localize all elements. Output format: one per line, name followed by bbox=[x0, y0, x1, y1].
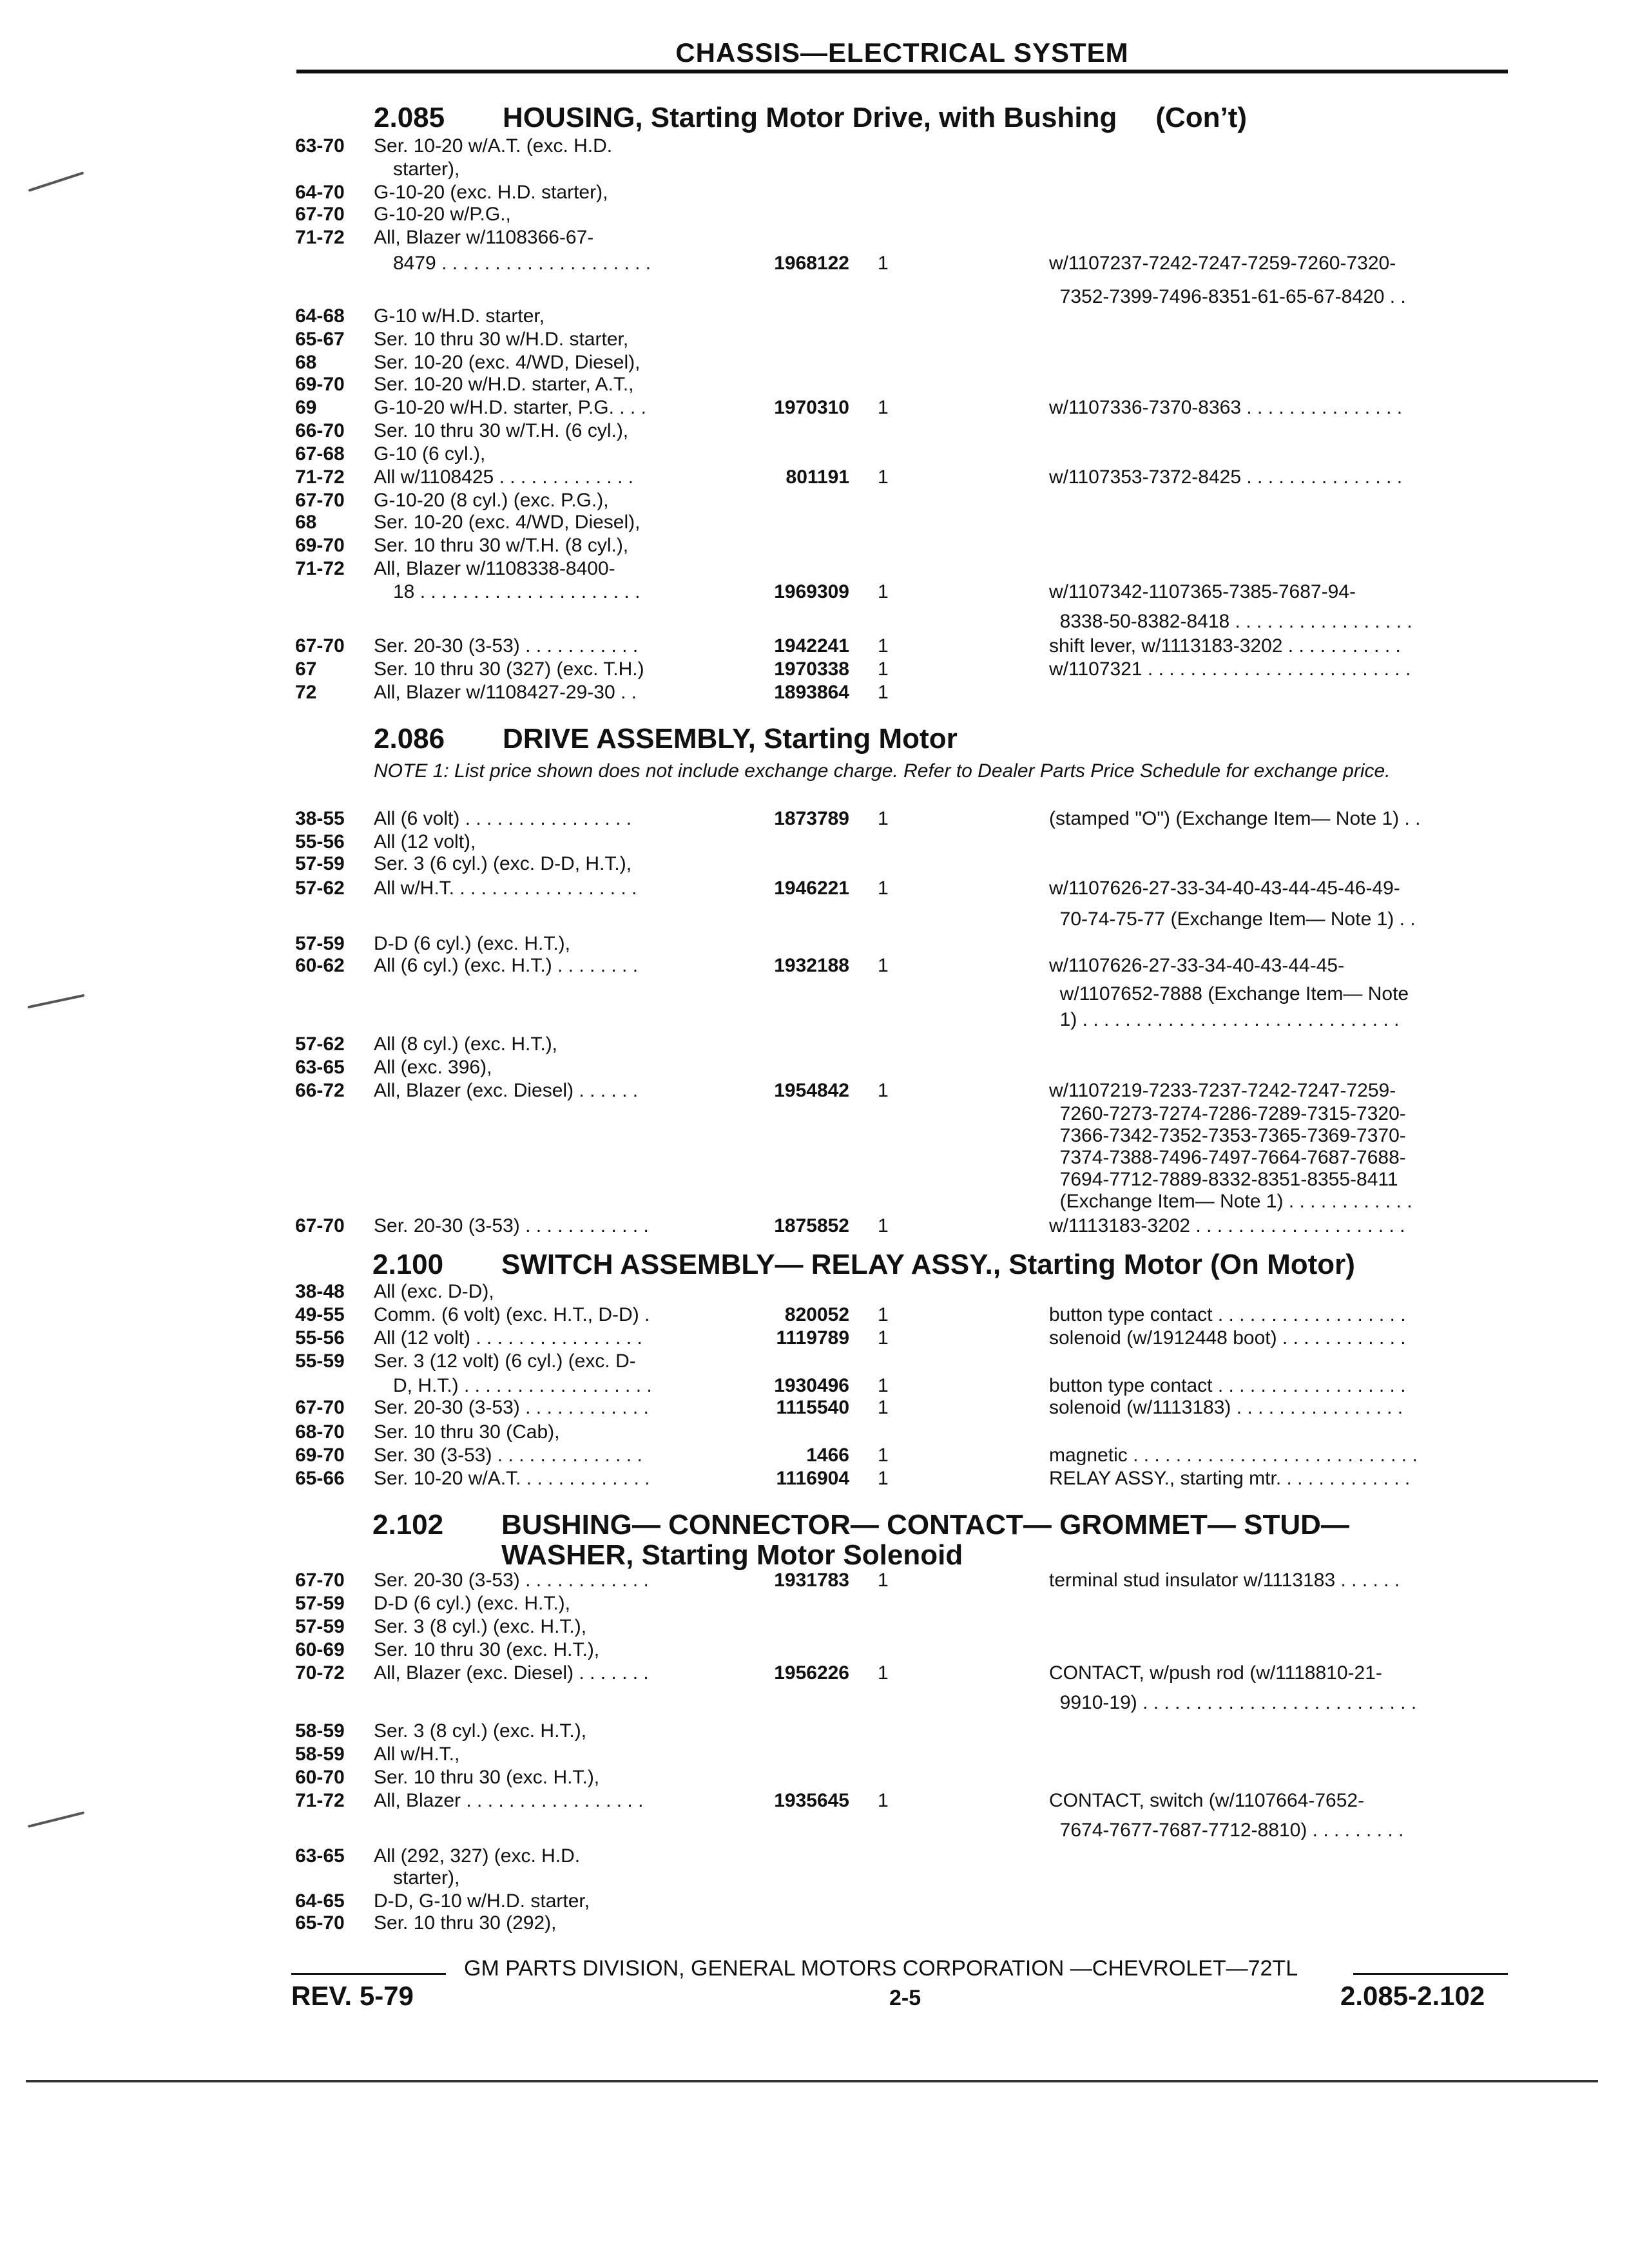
model-years: 67-70 bbox=[295, 1215, 345, 1236]
application-description: Ser. 30 (3-53) . . . . . . . . . . . . . . bbox=[374, 1445, 642, 1466]
application-description: All (12 volt) . . . . . . . . . . . . . . . . bbox=[374, 1327, 642, 1349]
footer-revision: REV. 5-79 bbox=[291, 1981, 414, 2011]
remarks: magnetic . . . . . . . . . . . . . . . . . . . . . . . . . . . bbox=[1049, 1445, 1418, 1466]
application-description: All w/1108425 . . . . . . . . . . . . . bbox=[374, 466, 633, 488]
model-years: 69-70 bbox=[295, 374, 345, 395]
quantity: 1 bbox=[878, 878, 889, 899]
model-years: 67-70 bbox=[295, 1397, 345, 1418]
application-description: Ser. 10 thru 30 (292), bbox=[374, 1912, 557, 1934]
parts-row bbox=[0, 658, 1629, 683]
remarks: w/1107652-7888 (Exchange Item— Note bbox=[1049, 983, 1409, 1004]
parts-row bbox=[0, 159, 1629, 183]
parts-row bbox=[0, 443, 1629, 468]
model-years: 57-59 bbox=[295, 853, 345, 874]
application-description: starter), bbox=[393, 159, 460, 180]
model-years: 67-68 bbox=[295, 443, 345, 465]
remarks: w/1107626-27-33-34-40-43-44-45- bbox=[1049, 955, 1345, 976]
parts-row bbox=[0, 558, 1629, 582]
section-number: 2.102 bbox=[372, 1509, 444, 1541]
remarks: 7674-7677-7687-7712-8810) . . . . . . . . . bbox=[1049, 1820, 1404, 1841]
application-description: Ser. 10-20 w/H.D. starter, A.T., bbox=[374, 374, 634, 395]
remarks: w/1107237-7242-7247-7259-7260-7320- bbox=[1049, 253, 1396, 274]
parts-row bbox=[0, 955, 1629, 979]
model-years: 71-72 bbox=[295, 558, 345, 579]
model-years: 60-70 bbox=[295, 1767, 345, 1788]
section-title-continued: WASHER, Starting Motor Solenoid bbox=[501, 1539, 963, 1571]
quantity: 1 bbox=[878, 1215, 889, 1236]
parts-row bbox=[0, 204, 1629, 228]
application-description: All (8 cyl.) (exc. H.T.), bbox=[374, 1033, 558, 1055]
section-title: HOUSING, Starting Motor Drive, with Bushing bbox=[503, 102, 1117, 133]
parts-row bbox=[0, 1744, 1629, 1768]
part-number: 1946221 bbox=[774, 878, 849, 899]
parts-row bbox=[0, 1639, 1629, 1664]
remarks: RELAY ASSY., starting mtr. . . . . . . . . . . . . bbox=[1049, 1468, 1411, 1489]
application-description: D-D, G-10 w/H.D. starter, bbox=[374, 1890, 590, 1912]
model-years: 65-67 bbox=[295, 329, 345, 350]
parts-row bbox=[0, 490, 1629, 514]
parts-row bbox=[0, 1191, 1629, 1215]
parts-row bbox=[0, 808, 1629, 832]
application-description: Ser. 10-20 (exc. 4/WD, Diesel), bbox=[374, 512, 641, 533]
remarks: 7352-7399-7496-8351-61-65-67-8420 . . bbox=[1049, 286, 1406, 307]
parts-row bbox=[0, 1692, 1629, 1716]
remarks: 1) . . . . . . . . . . . . . . . . . . . . . . . . . . . . . . bbox=[1049, 1009, 1400, 1030]
quantity: 1 bbox=[878, 253, 889, 274]
model-years: 71-72 bbox=[295, 466, 345, 488]
model-years: 68 bbox=[295, 512, 317, 533]
parts-row bbox=[0, 1593, 1629, 1617]
remarks: 9910-19) . . . . . . . . . . . . . . . . . . . . . . . . . . bbox=[1049, 1692, 1417, 1713]
parts-row bbox=[0, 1421, 1629, 1446]
footer-section-range: 2.085-2.102 bbox=[1340, 1981, 1485, 2011]
model-years: 57-59 bbox=[295, 1616, 345, 1637]
model-years: 65-66 bbox=[295, 1468, 345, 1489]
parts-row bbox=[0, 682, 1629, 706]
parts-row bbox=[0, 397, 1629, 421]
model-years: 60-69 bbox=[295, 1639, 345, 1660]
part-number: 1969309 bbox=[774, 581, 849, 602]
quantity: 1 bbox=[878, 682, 889, 703]
parts-row bbox=[0, 1845, 1629, 1870]
remarks: 7374-7388-7496-7497-7664-7687-7688- bbox=[1049, 1147, 1406, 1168]
part-number: 820052 bbox=[784, 1304, 849, 1325]
section-title: DRIVE ASSEMBLY, Starting Motor bbox=[503, 723, 958, 754]
quantity: 1 bbox=[878, 1662, 889, 1684]
section-title: BUSHING— CONNECTOR— CONTACT— GROMMET— STUD— bbox=[501, 1509, 1349, 1541]
model-years: 71-72 bbox=[295, 1790, 345, 1811]
model-years: 38-48 bbox=[295, 1281, 345, 1302]
application-description: All w/H.T. . . . . . . . . . . . . . . . . . bbox=[374, 878, 637, 899]
application-description: Comm. (6 volt) (exc. H.T., D-D) . bbox=[374, 1304, 650, 1325]
part-number: 1873789 bbox=[774, 808, 849, 829]
quantity: 1 bbox=[878, 1468, 889, 1489]
part-number: 1932188 bbox=[774, 955, 849, 976]
model-years: 57-62 bbox=[295, 878, 345, 899]
section-continued: (Con’t) bbox=[1155, 102, 1248, 133]
model-years: 67-70 bbox=[295, 204, 345, 225]
application-description: All, Blazer (exc. Diesel) . . . . . . . bbox=[374, 1662, 649, 1684]
application-description: All w/H.T., bbox=[374, 1744, 460, 1765]
remarks: 7366-7342-7352-7353-7365-7369-7370- bbox=[1049, 1125, 1406, 1146]
parts-row bbox=[0, 182, 1629, 206]
part-number: 1931783 bbox=[774, 1570, 849, 1591]
parts-row bbox=[0, 1304, 1629, 1329]
application-description: All (12 volt), bbox=[374, 831, 476, 852]
parts-row bbox=[0, 1570, 1629, 1594]
model-years: 63-65 bbox=[295, 1845, 345, 1867]
quantity: 1 bbox=[878, 658, 889, 680]
remarks: 7694-7712-7889-8332-8351-8355-8411 bbox=[1049, 1169, 1398, 1190]
parts-row bbox=[0, 1790, 1629, 1814]
application-description: Ser. 20-30 (3-53) . . . . . . . . . . . . bbox=[374, 1570, 649, 1591]
quantity: 1 bbox=[878, 1790, 889, 1811]
model-years: 72 bbox=[295, 682, 317, 703]
part-number: 1935645 bbox=[774, 1790, 849, 1811]
quantity: 1 bbox=[878, 635, 889, 657]
model-years: 68-70 bbox=[295, 1421, 345, 1443]
remarks: (Exchange Item— Note 1) . . . . . . . . . . . . bbox=[1049, 1191, 1412, 1212]
parts-row bbox=[0, 352, 1629, 376]
section-heading bbox=[374, 723, 958, 755]
model-years: 67-70 bbox=[295, 635, 345, 657]
model-years: 64-70 bbox=[295, 182, 345, 203]
application-description: Ser. 10 thru 30 (exc. H.T.), bbox=[374, 1767, 600, 1788]
remarks: CONTACT, w/push rod (w/1118810-21- bbox=[1049, 1662, 1382, 1684]
application-description: Ser. 10 thru 30 (exc. H.T.), bbox=[374, 1639, 600, 1660]
page-header bbox=[296, 37, 1508, 73]
remarks: shift lever, w/1113183-3202 . . . . . . . . . . . bbox=[1049, 635, 1401, 657]
application-description: Ser. 10 thru 30 (Cab), bbox=[374, 1421, 560, 1443]
parts-row bbox=[0, 1767, 1629, 1791]
application-description: Ser. 3 (8 cyl.) (exc. H.T.), bbox=[374, 1616, 587, 1637]
model-years: 57-59 bbox=[295, 1593, 345, 1614]
model-years: 57-62 bbox=[295, 1033, 345, 1055]
application-description: All, Blazer w/1108366-67- bbox=[374, 227, 594, 248]
model-years: 69-70 bbox=[295, 535, 345, 556]
section-number: 2.100 bbox=[372, 1249, 444, 1280]
parts-row bbox=[0, 1616, 1629, 1640]
application-description: Ser. 20-30 (3-53) . . . . . . . . . . . . bbox=[374, 1397, 649, 1418]
quantity: 1 bbox=[878, 1445, 889, 1466]
parts-row bbox=[0, 1103, 1629, 1128]
model-years: 58-59 bbox=[295, 1744, 345, 1765]
part-number: 1942241 bbox=[774, 635, 849, 657]
part-number: 1115540 bbox=[776, 1397, 849, 1418]
application-description: All (exc. 396), bbox=[374, 1057, 492, 1078]
application-description: G-10 (6 cyl.), bbox=[374, 443, 486, 465]
parts-row bbox=[0, 374, 1629, 398]
parts-row bbox=[0, 1057, 1629, 1081]
remarks: terminal stud insulator w/1113183 . . . . . . bbox=[1049, 1570, 1400, 1591]
application-description: Ser. 20-30 (3-53) . . . . . . . . . . . bbox=[374, 635, 639, 657]
application-description: All (292, 327) (exc. H.D. bbox=[374, 1845, 581, 1867]
application-description: D-D (6 cyl.) (exc. H.T.), bbox=[374, 1593, 570, 1614]
application-description: All (6 cyl.) (exc. H.T.) . . . . . . . . bbox=[374, 955, 639, 976]
parts-row bbox=[0, 535, 1629, 559]
remarks: solenoid (w/1912448 boot) . . . . . . . . . . . . bbox=[1049, 1327, 1406, 1349]
model-years: 71-72 bbox=[295, 227, 345, 248]
quantity: 1 bbox=[878, 1327, 889, 1349]
section-note: NOTE 1: List price shown does not include exchange charge. Refer to Dealer Parts Price Schedule for exchange price. bbox=[374, 760, 1391, 782]
parts-row bbox=[0, 1125, 1629, 1149]
model-years: 38-55 bbox=[295, 808, 345, 829]
parts-row bbox=[0, 1468, 1629, 1492]
parts-row bbox=[0, 1720, 1629, 1745]
parts-row bbox=[0, 1009, 1629, 1033]
model-years: 58-59 bbox=[295, 1720, 345, 1742]
part-number: 1970310 bbox=[774, 397, 849, 418]
quantity: 1 bbox=[878, 1397, 889, 1418]
section-number: 2.086 bbox=[374, 723, 445, 754]
model-years: 67 bbox=[295, 658, 317, 680]
remarks: 7260-7273-7274-7286-7289-7315-7320- bbox=[1049, 1103, 1406, 1124]
quantity: 1 bbox=[878, 1570, 889, 1591]
remarks: button type contact . . . . . . . . . . . . . . . . . . bbox=[1049, 1375, 1406, 1396]
application-description: All, Blazer w/1108338-8400- bbox=[374, 558, 615, 579]
application-description: All, Blazer w/1108427-29-30 . . bbox=[374, 682, 637, 703]
section-heading bbox=[374, 102, 1247, 134]
remarks: w/1107336-7370-8363 . . . . . . . . . . . . . . . bbox=[1049, 397, 1403, 418]
parts-row bbox=[0, 1890, 1629, 1915]
quantity: 1 bbox=[878, 397, 889, 418]
quantity: 1 bbox=[878, 1080, 889, 1101]
parts-row bbox=[0, 1215, 1629, 1240]
model-years: 57-59 bbox=[295, 933, 345, 954]
parts-row bbox=[0, 611, 1629, 635]
application-description: G-10-20 w/H.D. starter, P.G. . . . bbox=[374, 397, 646, 418]
remarks: w/1107626-27-33-34-40-43-44-45-46-49- bbox=[1049, 878, 1400, 899]
application-description: Ser. 10-20 w/A.T. (exc. H.D. bbox=[374, 135, 613, 157]
section-heading bbox=[372, 1509, 1349, 1570]
parts-row bbox=[0, 878, 1629, 902]
model-years: 64-68 bbox=[295, 305, 345, 327]
parts-row bbox=[0, 1912, 1629, 1937]
application-description: G-10-20 (exc. H.D. starter), bbox=[374, 182, 608, 203]
parts-row bbox=[0, 1662, 1629, 1687]
model-years: 63-70 bbox=[295, 135, 345, 157]
remarks: w/1107219-7233-7237-7242-7247-7259- bbox=[1049, 1080, 1396, 1101]
model-years: 55-59 bbox=[295, 1350, 345, 1372]
model-years: 64-65 bbox=[295, 1890, 345, 1912]
model-years: 68 bbox=[295, 352, 317, 373]
remarks: (stamped "O") (Exchange Item— Note 1) . . bbox=[1049, 808, 1421, 829]
parts-row bbox=[0, 466, 1629, 491]
application-description: Ser. 10 thru 30 w/T.H. (6 cyl.), bbox=[374, 420, 629, 441]
quantity: 1 bbox=[878, 955, 889, 976]
parts-row bbox=[0, 983, 1629, 1008]
application-description: Ser. 10 thru 30 w/T.H. (8 cyl.), bbox=[374, 535, 629, 556]
part-number: 1970338 bbox=[774, 658, 849, 680]
application-description: Ser. 3 (12 volt) (6 cyl.) (exc. D- bbox=[374, 1350, 636, 1372]
parts-row bbox=[0, 1147, 1629, 1171]
model-years: 49-55 bbox=[295, 1304, 345, 1325]
section-title: SWITCH ASSEMBLY— RELAY ASSY., Starting Motor (On Motor) bbox=[501, 1249, 1355, 1280]
parts-row bbox=[0, 853, 1629, 878]
remarks: button type contact . . . . . . . . . . . . . . . . . . bbox=[1049, 1304, 1406, 1325]
page-title: CHASSIS—ELECTRICAL SYSTEM bbox=[675, 37, 1129, 68]
model-years: 55-56 bbox=[295, 831, 345, 852]
parts-row bbox=[0, 1867, 1629, 1892]
model-years: 60-62 bbox=[295, 955, 345, 976]
parts-row bbox=[0, 1350, 1629, 1375]
parts-row bbox=[0, 135, 1629, 160]
remarks: w/1113183-3202 . . . . . . . . . . . . . . . . . . . . bbox=[1049, 1215, 1405, 1236]
model-years: 67-70 bbox=[295, 490, 345, 511]
part-number: 1893864 bbox=[774, 682, 849, 703]
application-description: starter), bbox=[393, 1867, 460, 1888]
parts-row bbox=[0, 1445, 1629, 1469]
application-description: Ser. 10 thru 30 w/H.D. starter, bbox=[374, 329, 629, 350]
application-description: Ser. 10 thru 30 (327) (exc. T.H.) bbox=[374, 658, 644, 680]
part-number: 1968122 bbox=[774, 253, 849, 274]
parts-row bbox=[0, 831, 1629, 856]
parts-row bbox=[0, 933, 1629, 957]
remarks: 8338-50-8382-8418 . . . . . . . . . . . . . . . . . bbox=[1049, 611, 1412, 632]
parts-row bbox=[0, 635, 1629, 660]
parts-row bbox=[0, 1820, 1629, 1844]
application-description: Ser. 3 (6 cyl.) (exc. D-D, H.T.), bbox=[374, 853, 632, 874]
application-description: All (exc. D-D), bbox=[374, 1281, 494, 1302]
application-description: Ser. 3 (8 cyl.) (exc. H.T.), bbox=[374, 1720, 587, 1742]
remarks: w/1107353-7372-8425 . . . . . . . . . . . . . . . bbox=[1049, 466, 1403, 488]
parts-row bbox=[0, 420, 1629, 445]
parts-row bbox=[0, 581, 1629, 606]
parts-row bbox=[0, 1281, 1629, 1305]
section-number: 2.085 bbox=[374, 102, 445, 133]
remarks: 70-74-75-77 (Exchange Item— Note 1) . . bbox=[1049, 908, 1416, 930]
parts-row bbox=[0, 305, 1629, 330]
parts-row bbox=[0, 512, 1629, 536]
parts-row bbox=[0, 908, 1629, 933]
section-heading bbox=[372, 1249, 1355, 1281]
part-number: 1956226 bbox=[774, 1662, 849, 1684]
parts-row bbox=[0, 1327, 1629, 1352]
part-number: 801191 bbox=[786, 466, 849, 488]
part-number: 1875852 bbox=[774, 1215, 849, 1236]
quantity: 1 bbox=[878, 581, 889, 602]
application-description: All, Blazer . . . . . . . . . . . . . . . . . bbox=[374, 1790, 644, 1811]
part-number: 1119789 bbox=[776, 1327, 849, 1349]
remarks: solenoid (w/1113183) . . . . . . . . . . . . . . . . bbox=[1049, 1397, 1403, 1418]
parts-row bbox=[0, 1375, 1629, 1399]
model-years: 69 bbox=[295, 397, 317, 418]
model-years: 69-70 bbox=[295, 1445, 345, 1466]
application-description: Ser. 10-20 (exc. 4/WD, Diesel), bbox=[374, 352, 641, 373]
parts-row bbox=[0, 329, 1629, 353]
model-years: 67-70 bbox=[295, 1570, 345, 1591]
page-bottom-edge bbox=[26, 2080, 1598, 2082]
remarks: CONTACT, switch (w/1107664-7652- bbox=[1049, 1790, 1365, 1811]
footer-rule-right bbox=[1353, 1973, 1508, 1975]
parts-row bbox=[0, 227, 1629, 251]
application-description: D, H.T.) . . . . . . . . . . . . . . . . . . bbox=[393, 1375, 652, 1396]
quantity: 1 bbox=[878, 1375, 889, 1396]
parts-row bbox=[0, 1169, 1629, 1193]
application-description: G-10-20 (8 cyl.) (exc. P.G.), bbox=[374, 490, 609, 511]
application-description: G-10-20 w/P.G., bbox=[374, 204, 511, 225]
model-years: 55-56 bbox=[295, 1327, 345, 1349]
model-years: 65-70 bbox=[295, 1912, 345, 1934]
application-description: G-10 w/H.D. starter, bbox=[374, 305, 545, 327]
parts-row bbox=[0, 1080, 1629, 1104]
parts-row bbox=[0, 1397, 1629, 1421]
quantity: 1 bbox=[878, 466, 889, 488]
footer-publisher: GM PARTS DIVISION, GENERAL MOTORS CORPORATION —CHEVROLET—72TL bbox=[464, 1956, 1298, 1981]
part-number: 1954842 bbox=[774, 1080, 849, 1101]
parts-row bbox=[0, 253, 1629, 277]
part-number: 1930496 bbox=[774, 1375, 849, 1396]
application-description: Ser. 20-30 (3-53) . . . . . . . . . . . . bbox=[374, 1215, 649, 1236]
model-years: 66-70 bbox=[295, 420, 345, 441]
part-number: 1466 bbox=[806, 1445, 849, 1466]
remarks: w/1107342-1107365-7385-7687-94- bbox=[1049, 581, 1356, 602]
application-description: 18 . . . . . . . . . . . . . . . . . . . . . bbox=[393, 581, 641, 602]
application-description: All, Blazer (exc. Diesel) . . . . . . bbox=[374, 1080, 639, 1101]
model-years: 66-72 bbox=[295, 1080, 345, 1101]
part-number: 1116904 bbox=[776, 1468, 849, 1489]
footer-rule-left bbox=[291, 1973, 446, 1975]
model-years: 63-65 bbox=[295, 1057, 345, 1078]
application-description: Ser. 10-20 w/A.T. . . . . . . . . . . . . bbox=[374, 1468, 650, 1489]
quantity: 1 bbox=[878, 808, 889, 829]
parts-row bbox=[0, 1033, 1629, 1058]
remarks: w/1107321 . . . . . . . . . . . . . . . . . . . . . . . . . bbox=[1049, 658, 1411, 680]
model-years: 70-72 bbox=[295, 1662, 345, 1684]
footer-page-number: 2-5 bbox=[889, 1986, 921, 2010]
application-description: D-D (6 cyl.) (exc. H.T.), bbox=[374, 933, 570, 954]
quantity: 1 bbox=[878, 1304, 889, 1325]
application-description: 8479 . . . . . . . . . . . . . . . . . . . . bbox=[393, 253, 651, 274]
application-description: All (6 volt) . . . . . . . . . . . . . . . . bbox=[374, 808, 632, 829]
